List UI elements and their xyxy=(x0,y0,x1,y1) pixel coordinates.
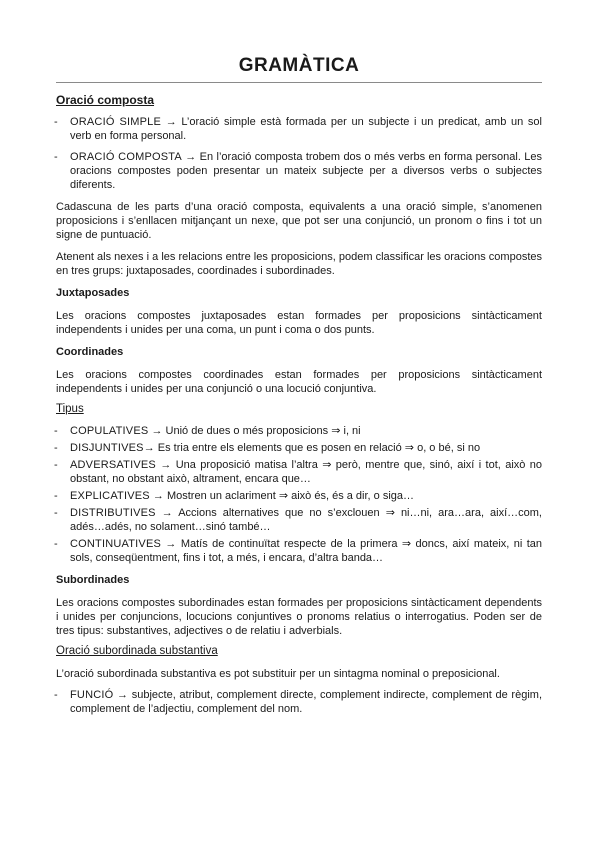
subheading-juxtaposades: Juxtaposades xyxy=(56,287,130,299)
keyword: FUNCIÓ xyxy=(70,689,114,701)
paragraph: Les oracions compostes subordinades estan formades per proposicions sintàcticament dependents i unides per conjuncions, locucions conjuntives o pronoms relatius o interrogatius. Poden ser de tres tipus: substantives, adjectives o de relatiu i adverbials. xyxy=(56,597,542,637)
paragraph: L’oració subordinada substantiva es pot substituir per un sintagma nominal o preposicional. xyxy=(56,668,500,680)
list-item xyxy=(56,424,542,438)
title-divider xyxy=(56,82,542,83)
section-heading-oracio-composta: Oració composta xyxy=(56,93,155,107)
subheading-subordinades: Subordinades xyxy=(56,574,130,586)
item-text: → Unió de dues o més proposicions ⇒ i, ni xyxy=(148,425,361,437)
list-item xyxy=(56,506,542,534)
page-title: GRAMÀTICA xyxy=(238,55,360,76)
keyword: ORACIÓ COMPOSTA xyxy=(70,151,182,163)
tipus-label: Tipus xyxy=(56,403,84,415)
keyword: ORACIÓ SIMPLE xyxy=(70,116,162,128)
list-item xyxy=(56,688,542,716)
item-text: → En l’oració composta trobem dos o més verbs en forma personal. Les oracions compostes poden presentar un mateix subjecte per a diversos verbs o subjectes diferents. xyxy=(70,151,542,191)
keyword: COPULATIVES xyxy=(70,425,149,437)
keyword: ADVERSATIVES xyxy=(70,459,156,471)
item-text: → Una proposició matisa l’altra ⇒ però, mentre que, sinó, així i tot, això no obstant, no obstant això, altrament, encara que… xyxy=(70,459,542,485)
item-text: → Es tria entre els elements que es posen en relació ⇒ o, o bé, si no xyxy=(143,442,481,454)
item-text: → Matís de continuïtat respecte de la primera ⇒ doncs, així mateix, ni tan sols, conseqüentment, fins i tot, a més, i encara, d’altra banda… xyxy=(70,538,542,564)
list-item xyxy=(56,441,542,455)
keyword: CONTINUATIVES xyxy=(70,538,162,550)
keyword: DISTRIBUTIVES xyxy=(70,507,156,519)
item-text: → Accions alternatives que no s’exclouen ⇒ ni…ni, ara…ara, així…com, adés…adés, no solament…sinó també… xyxy=(70,507,542,533)
coordinades-types-list xyxy=(56,424,542,565)
paragraph: Cadascuna de les parts d’una oració composta, equivalents a una oració simple, s’anomenen proposicions i s’enllacen mitjançant un nexe, que pot ser una conjunció, un pronom o fins i tot un signe de puntuació. xyxy=(56,201,542,241)
paragraph: Les oracions compostes juxtaposades estan formades per proposicions sintàcticament independents i unides per una coma, un punt i coma o dos punts. xyxy=(56,310,542,336)
list-item xyxy=(56,537,542,565)
list-item xyxy=(56,150,542,192)
item-text: → L’oració simple està formada per un subjecte i un predicat, amb un sol verb en forma personal. xyxy=(70,116,542,142)
subheading-coordinades: Coordinades xyxy=(56,346,124,358)
list-item xyxy=(56,489,542,503)
paragraph: Les oracions compostes coordinades estan formades per proposicions sintàcticament independents i unides per una conjunció o una locució conjuntiva. xyxy=(56,369,542,395)
list-item xyxy=(56,458,542,486)
keyword: DISJUNTIVES xyxy=(70,442,144,454)
funcio-list xyxy=(56,688,542,716)
item-text: → Mostren un aclariment ⇒ això és, és a dir, o siga… xyxy=(149,490,415,502)
paragraph: Atenent als nexes i a les relacions entre les proposicions, podem classificar les oracions compostes en tres grups: juxtaposades, coordinades i subordinades. xyxy=(56,251,542,277)
subheading-substantiva: Oració subordinada substantiva xyxy=(56,645,218,657)
document-page xyxy=(56,0,542,723)
keyword: EXPLICATIVES xyxy=(70,490,150,502)
definition-list xyxy=(56,115,542,192)
list-item xyxy=(56,115,542,143)
item-text: → subjecte, atribut, complement directe, complement indirecte, complement de règim, complement de l’adjectiu, complement del nom. xyxy=(70,689,542,715)
